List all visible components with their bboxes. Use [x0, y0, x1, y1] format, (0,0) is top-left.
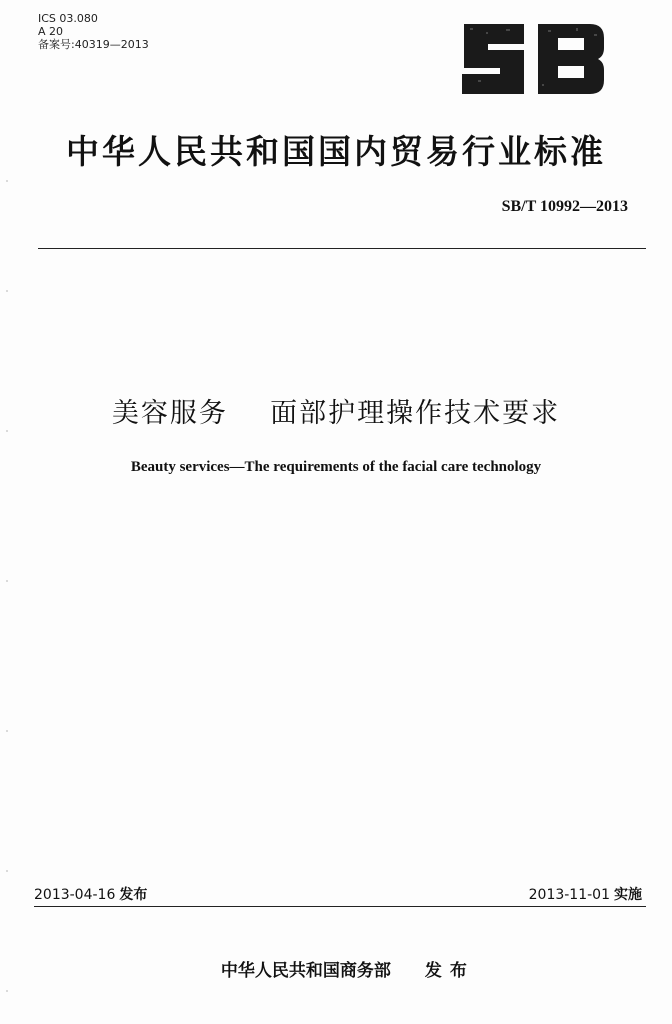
- ics-code: ICS 03.080: [38, 12, 98, 25]
- implementation-label: 实施: [614, 887, 642, 903]
- publisher-name: 中华人民共和国商务部: [220, 961, 391, 981]
- header-divider: [38, 248, 646, 249]
- sb-standard-logo: [458, 5, 606, 98]
- record-number: 备案号:40319—2013: [38, 38, 149, 51]
- implementation-date-block: [529, 884, 642, 904]
- publisher-action: 发布: [424, 961, 475, 981]
- footer-divider: [34, 906, 646, 907]
- issue-date: 2013-04-16: [34, 887, 116, 903]
- issue-date-block: [34, 884, 147, 904]
- issuer-title: 中华人民共和国国内贸易行业标准: [66, 132, 606, 171]
- issue-label: 发布: [119, 887, 148, 903]
- implementation-date: 2013-11-01: [528, 887, 610, 903]
- publisher-line: [0, 936, 672, 1001]
- standard-number: SB/T 10992—2013: [501, 198, 628, 215]
- ccs-code: A 20: [38, 25, 64, 38]
- classification-block: [38, 12, 149, 51]
- document-title-english: Beauty services—The requirements of the facial care technology: [130, 459, 542, 475]
- logo-text: SB: [458, 5, 480, 24]
- document-title-chinese: 美容服务 面部护理操作技术要求: [111, 398, 561, 429]
- scan-margin-marks: [6, 170, 10, 1010]
